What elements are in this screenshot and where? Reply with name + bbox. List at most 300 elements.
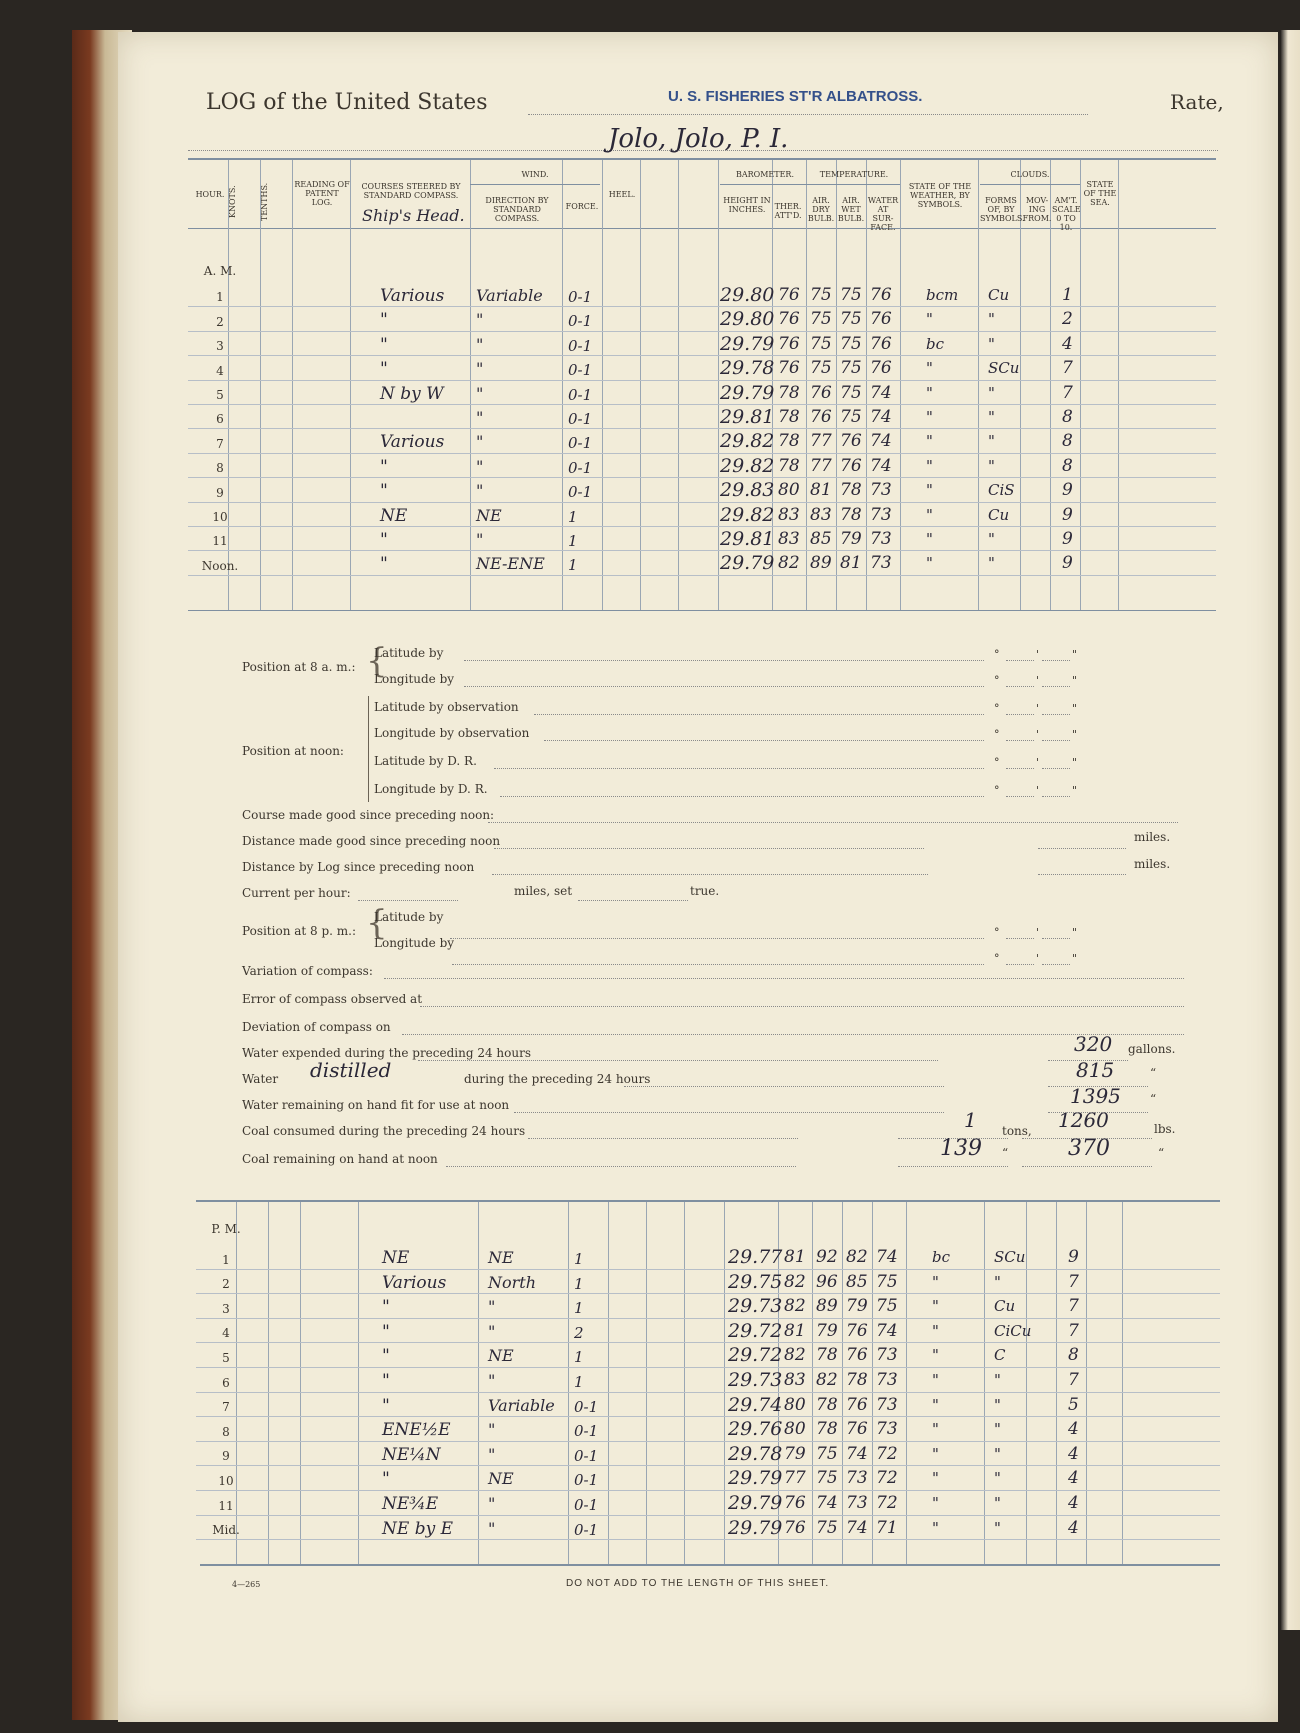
pm-weather: "	[932, 1444, 939, 1463]
am-form: "	[988, 408, 995, 426]
pm-wet: 76	[846, 1394, 868, 1415]
pm-baro: 29.73	[728, 1295, 783, 1318]
row-rule	[196, 1515, 1220, 1516]
pm-dry: 75	[816, 1468, 838, 1489]
am-dir: "	[476, 530, 484, 549]
pm-form: "	[994, 1518, 1001, 1537]
am-bottom-rule	[188, 610, 1216, 611]
am-ther: 76	[778, 309, 800, 330]
am-water: 76	[870, 358, 892, 379]
am-course: "	[380, 554, 388, 575]
am-force: 1	[568, 532, 578, 550]
am-weather: "	[926, 505, 933, 524]
pm-weather: "	[932, 1346, 939, 1365]
coal-rem-lbs: 370	[1068, 1136, 1110, 1161]
pm-hour: Mid.	[212, 1523, 240, 1538]
minutes-line	[1006, 796, 1034, 797]
seconds-line	[1042, 740, 1070, 741]
am-dry: 75	[810, 309, 832, 330]
am-force: 0-1	[568, 385, 593, 404]
ships-head: Ship's Head.	[362, 206, 465, 225]
pm-force: 1	[574, 1373, 584, 1391]
pm-baro: 29.74	[728, 1393, 783, 1416]
leader-line	[544, 740, 984, 741]
am-form: Cu	[988, 286, 1010, 304]
gallons-label: gallons.	[1128, 1042, 1176, 1056]
am-ther: 76	[778, 285, 800, 305]
pm-dry: 78	[816, 1394, 838, 1415]
row-rule	[188, 575, 1216, 576]
am-hour: 7	[216, 436, 224, 451]
pm-water: 74	[876, 1320, 898, 1341]
pos-8am-brace: {	[366, 641, 388, 681]
pm-force: 0-1	[574, 1471, 599, 1490]
am-hour: 1	[216, 290, 224, 305]
am-form: "	[988, 383, 995, 402]
second-mark: "	[1072, 674, 1078, 687]
pm-baro: 29.76	[728, 1418, 783, 1441]
wind-rule	[470, 184, 600, 185]
leader-line	[488, 822, 1178, 823]
long-dr-label: Longitude by D. R.	[374, 782, 488, 796]
pm-baro: 29.72	[728, 1344, 783, 1367]
am-amt: 8	[1062, 431, 1073, 452]
am-water: 73	[870, 529, 892, 549]
am-course: "	[380, 334, 388, 355]
row-rule	[196, 1269, 1220, 1270]
col-barometer: BAROMETER.	[735, 170, 794, 179]
long-8pm-label: Longitude by	[374, 936, 455, 950]
pm-dry: 92	[816, 1247, 838, 1267]
pm-force: 0-1	[574, 1520, 599, 1539]
am-force: 0-1	[568, 288, 593, 306]
am-amt: 9	[1062, 504, 1073, 525]
minute-mark: '	[1036, 926, 1040, 939]
col-cloud-forms: FORMS OF, BY SYMBOLS.	[980, 196, 1025, 223]
am-dir: "	[476, 408, 484, 427]
am-course: "	[380, 530, 388, 550]
pm-row	[118, 1246, 1218, 1271]
pm-wet: 74	[846, 1443, 868, 1464]
col-wind: WIND.	[521, 170, 549, 179]
am-dry: 76	[810, 407, 832, 427]
water-exp-value: 320	[1074, 1032, 1113, 1056]
pm-dir: NE	[488, 1469, 514, 1489]
pm-row	[118, 1295, 1218, 1320]
am-baro: 29.82	[720, 503, 775, 526]
seconds-line	[1042, 768, 1070, 769]
row-rule	[188, 306, 1216, 307]
tons-label: tons,	[1002, 1124, 1032, 1138]
value-line	[1048, 1112, 1148, 1113]
pm-hour: 5	[222, 1350, 230, 1365]
minute-mark: '	[1036, 702, 1040, 715]
pm-dry: 75	[816, 1443, 838, 1464]
am-amt: 7	[1062, 358, 1073, 379]
pm-baro: 29.75	[728, 1270, 783, 1293]
am-force: 0-1	[568, 336, 593, 355]
pm-ther: 82	[784, 1271, 806, 1292]
leader-line	[384, 978, 1184, 979]
pm-row	[118, 1467, 1218, 1492]
pm-dir: "	[488, 1518, 496, 1538]
am-dir: "	[476, 310, 484, 330]
lat-8pm-label: Latitude by	[374, 910, 444, 924]
am-ther: 76	[778, 333, 800, 354]
col-knots: KNOTS.	[228, 185, 237, 219]
am-dir: Variable	[476, 286, 543, 305]
am-dir: "	[476, 383, 484, 403]
am-force: 0-1	[568, 483, 593, 502]
pm-baro: 29.79	[728, 1467, 783, 1490]
am-wet: 76	[840, 431, 862, 452]
pm-form: "	[994, 1395, 1001, 1414]
coal-cons-tons: 1	[964, 1108, 977, 1132]
pm-course: "	[382, 1371, 390, 1391]
leader-line	[624, 1086, 944, 1087]
am-ther: 78	[778, 382, 800, 403]
miles-set-label: miles, set	[514, 884, 573, 898]
leader-line	[494, 848, 924, 849]
pm-wet: 78	[846, 1370, 868, 1390]
leader-line	[464, 660, 984, 661]
am-form: "	[988, 456, 995, 475]
am-dir: "	[476, 481, 484, 501]
leader-line	[492, 874, 928, 875]
baro-rule	[720, 184, 900, 185]
coal-cons-lbs: 1260	[1058, 1108, 1109, 1132]
am-wet: 78	[840, 504, 862, 525]
pm-water: 72	[876, 1443, 898, 1464]
pm-amt: 4	[1068, 1493, 1079, 1513]
value-line	[1038, 874, 1126, 875]
second-mark: "	[1072, 784, 1078, 797]
am-water: 74	[870, 455, 892, 476]
am-form: "	[988, 554, 995, 573]
am-course: Various	[380, 286, 445, 306]
pm-amt: 4	[1068, 1419, 1079, 1440]
col-ther-attd: THER. ATT'D.	[774, 202, 802, 220]
am-ther: 82	[778, 553, 800, 574]
value-line	[898, 1138, 1008, 1139]
am-baro: 29.82	[720, 454, 775, 477]
am-form: "	[988, 310, 995, 329]
am-baro: 29.79	[720, 552, 775, 575]
am-wet: 79	[840, 529, 862, 549]
pm-force: 0-1	[574, 1397, 599, 1416]
pm-water: 74	[876, 1247, 898, 1267]
lat-8am-label: Latitude by	[374, 646, 444, 660]
pm-water: 75	[876, 1271, 898, 1292]
col-temperature: TEMPERATURE.	[819, 170, 889, 179]
seconds-line	[1042, 686, 1070, 687]
degree-mark: °	[994, 728, 1000, 741]
pm-dir: NE	[488, 1346, 514, 1366]
leader-line	[528, 1138, 798, 1139]
value-line	[898, 1166, 1008, 1167]
degree-mark: °	[994, 756, 1000, 769]
pm-force: 0-1	[574, 1422, 599, 1441]
pm-form: "	[994, 1420, 1001, 1439]
am-hour: 6	[216, 412, 224, 427]
pm-course: NE¾E	[382, 1494, 439, 1514]
am-weather: "	[926, 554, 933, 573]
am-hour: 3	[216, 339, 224, 354]
am-hour: 8	[216, 461, 224, 476]
pm-force: 1	[574, 1299, 584, 1318]
am-dir: "	[476, 456, 484, 476]
am-weather: bc	[926, 334, 945, 353]
am-amt: 8	[1062, 455, 1073, 476]
am-baro: 29.79	[720, 381, 775, 404]
dist-made-label: Distance made good since preceding noon	[242, 834, 501, 848]
pm-course: "	[382, 1321, 390, 1342]
course-made-label: Course made good since preceding noon:	[242, 808, 495, 822]
col-cloud-amount: AM'T. SCALE 0 TO 10.	[1052, 196, 1081, 232]
am-water: 76	[870, 333, 892, 354]
am-hour: 5	[216, 387, 224, 402]
pm-dir: Variable	[488, 1395, 555, 1415]
am-water: 73	[870, 504, 892, 525]
am-baro: 29.83	[720, 479, 775, 502]
pm-force: 1	[574, 1348, 584, 1367]
pm-row	[118, 1369, 1218, 1394]
pm-dir: North	[488, 1272, 537, 1292]
pm-form: "	[994, 1272, 1001, 1291]
pm-hour: 6	[222, 1375, 230, 1390]
degree-mark: °	[994, 674, 1000, 687]
am-wet: 81	[840, 553, 862, 574]
pm-form: "	[994, 1371, 1001, 1389]
pm-hour: 3	[222, 1301, 230, 1316]
am-weather: "	[926, 456, 933, 475]
am-dry: 81	[810, 480, 832, 501]
log-title: LOG of the United States	[206, 90, 488, 115]
row-rule	[188, 331, 1216, 332]
am-row	[118, 552, 1218, 576]
pm-dir: "	[488, 1444, 496, 1464]
am-wet: 75	[840, 333, 862, 354]
pm-wet: 79	[846, 1296, 868, 1317]
minutes-line	[1006, 686, 1034, 687]
row-rule	[196, 1367, 1220, 1368]
leader-line	[494, 768, 984, 769]
row-rule	[188, 477, 1216, 478]
pm-amt: 9	[1068, 1247, 1079, 1267]
am-hour: Noon.	[201, 558, 239, 573]
pm-amt: 8	[1068, 1345, 1079, 1366]
row-rule	[188, 502, 1216, 503]
am-force: 1	[568, 556, 578, 575]
pm-weather: "	[932, 1518, 939, 1537]
am-row	[118, 357, 1218, 381]
pm-hour: 10	[218, 1473, 234, 1488]
water-kind-value: 815	[1076, 1058, 1115, 1082]
pm-row	[118, 1492, 1218, 1517]
lat-dr-label: Latitude by D. R.	[374, 754, 477, 768]
degree-mark: °	[994, 702, 1000, 715]
pm-wet: 76	[846, 1320, 868, 1341]
row-rule	[196, 1465, 1220, 1466]
am-baro: 29.80	[720, 284, 775, 306]
pm-course: "	[382, 1297, 390, 1318]
col-baro-height: HEIGHT IN INCHES.	[723, 196, 771, 214]
pm-dir: "	[488, 1371, 496, 1390]
variation-label: Variation of compass:	[242, 964, 373, 978]
pm-row	[118, 1320, 1218, 1345]
pm-weather: "	[932, 1371, 939, 1389]
am-row	[118, 406, 1218, 430]
am-amt: 7	[1062, 382, 1073, 403]
row-rule	[188, 355, 1216, 356]
current-label: Current per hour:	[242, 886, 351, 900]
pm-row	[118, 1418, 1218, 1443]
am-form: Cu	[988, 505, 1010, 524]
water-kind: distilled	[310, 1058, 392, 1082]
lbs-label: lbs.	[1154, 1122, 1176, 1136]
ditto-3: “	[1002, 1146, 1009, 1160]
am-row	[118, 455, 1218, 479]
minutes-line	[1006, 660, 1034, 661]
pm-water: 73	[876, 1345, 898, 1366]
pm-dir: "	[488, 1420, 496, 1440]
pm-course: "	[382, 1469, 390, 1490]
second-mark: "	[1072, 728, 1078, 741]
pm-force: 0-1	[574, 1496, 599, 1514]
pm-force: 0-1	[574, 1446, 599, 1465]
second-mark: "	[1072, 648, 1078, 661]
pm-amt: 4	[1068, 1443, 1079, 1464]
pm-ther: 81	[784, 1320, 806, 1341]
am-form: "	[988, 432, 995, 451]
am-ther: 83	[778, 504, 800, 525]
am-ther: 78	[778, 407, 800, 427]
pm-course: NE by E	[382, 1518, 453, 1539]
pm-water: 75	[876, 1296, 898, 1317]
am-weather: "	[926, 310, 933, 329]
am-water: 74	[870, 382, 892, 403]
am-baro: 29.80	[720, 308, 775, 331]
am-amt: 2	[1062, 309, 1073, 330]
pm-dry: 74	[816, 1493, 838, 1513]
long-8am-label: Longitude by	[374, 672, 455, 686]
pm-force: 1	[574, 1250, 584, 1268]
pm-row	[118, 1517, 1218, 1542]
pm-dry: 89	[816, 1296, 838, 1317]
am-dry: 89	[810, 553, 832, 574]
seconds-line	[1042, 796, 1070, 797]
am-dry: 76	[810, 382, 832, 403]
pm-ther: 80	[784, 1419, 806, 1440]
pm-weather: "	[932, 1321, 939, 1340]
pm-weather: "	[932, 1395, 939, 1414]
row-rule	[196, 1490, 1220, 1491]
am-form: SCu	[988, 359, 1020, 378]
minutes-line	[1006, 964, 1034, 965]
col-tenths: TENTHS.	[260, 182, 269, 222]
pm-wet: 74	[846, 1517, 868, 1538]
am-amt: 8	[1062, 407, 1073, 427]
am-wet: 75	[840, 382, 862, 403]
am-baro: 29.81	[720, 406, 775, 428]
row-rule	[196, 1318, 1220, 1319]
dist-made-miles: miles.	[1134, 830, 1171, 844]
leader-line	[452, 964, 984, 965]
pos-8pm-brace: {	[366, 903, 388, 943]
col-heel: HEEL.	[608, 190, 636, 199]
pm-dry: 78	[816, 1345, 838, 1366]
vessel-line	[528, 114, 1088, 115]
pm-baro: 29.77	[728, 1246, 783, 1268]
pm-course: "	[382, 1395, 390, 1416]
am-water: 76	[870, 285, 892, 305]
col-patent-log: READING OF PATENT LOG.	[294, 180, 350, 207]
pm-course: NE	[382, 1248, 410, 1268]
col-clouds: CLOUDS.	[1010, 170, 1050, 179]
coal-cons-label: Coal consumed during the preceding 24 hours	[242, 1124, 526, 1138]
am-amt: 9	[1062, 480, 1073, 501]
pm-row	[118, 1394, 1218, 1419]
am-ther: 76	[778, 358, 800, 379]
footer-notice: DO NOT ADD TO THE LENGTH OF THIS SHEET.	[566, 1578, 830, 1589]
second-mark: "	[1072, 926, 1078, 939]
ditto-4: “	[1158, 1146, 1165, 1160]
seconds-line	[1042, 660, 1070, 661]
am-hour: 2	[216, 314, 224, 329]
degree-mark: °	[994, 952, 1000, 965]
ditto-2: “	[1150, 1092, 1157, 1106]
pm-ther: 76	[784, 1517, 806, 1538]
am-ther: 83	[778, 529, 800, 549]
ditto-1: “	[1150, 1066, 1157, 1080]
am-wet: 75	[840, 407, 862, 427]
col-weather: STATE OF THE WEATHER, BY SYMBOLS.	[908, 182, 972, 209]
pm-ther: 77	[784, 1468, 806, 1489]
am-force: 0-1	[568, 434, 593, 453]
am-wet: 75	[840, 285, 862, 305]
water-rem-value: 1395	[1070, 1084, 1121, 1108]
am-dry: 85	[810, 529, 832, 549]
am-dry: 75	[810, 333, 832, 354]
am-weather: "	[926, 383, 933, 402]
leader-line	[514, 1112, 944, 1113]
second-mark: "	[1072, 756, 1078, 769]
minute-mark: '	[1036, 728, 1040, 741]
pm-course: Various	[382, 1272, 447, 1293]
am-force: 0-1	[568, 458, 593, 477]
pm-wet: 76	[846, 1345, 868, 1366]
during-label: during the preceding 24 hours	[464, 1072, 651, 1086]
pm-hour: 1	[222, 1252, 230, 1267]
pm-ther: 82	[784, 1296, 806, 1317]
pm-form: "	[994, 1469, 1001, 1488]
pm-weather: "	[932, 1494, 939, 1512]
am-wet: 78	[840, 480, 862, 501]
am-dry: 77	[810, 431, 832, 452]
clouds-rule	[980, 184, 1080, 185]
leader-line	[420, 1006, 1184, 1007]
am-course: "	[380, 310, 388, 331]
pm-wet: 85	[846, 1271, 868, 1292]
leader-line	[464, 686, 984, 687]
dist-log-label: Distance by Log since preceding noon	[242, 860, 475, 874]
minutes-line	[1006, 768, 1034, 769]
coal-rem-tons: 139	[940, 1136, 982, 1161]
am-wet: 76	[840, 455, 862, 476]
pm-wet: 82	[846, 1247, 868, 1267]
col-sea: STATE OF THE SEA.	[1083, 180, 1117, 207]
am-amt: 9	[1062, 553, 1073, 574]
